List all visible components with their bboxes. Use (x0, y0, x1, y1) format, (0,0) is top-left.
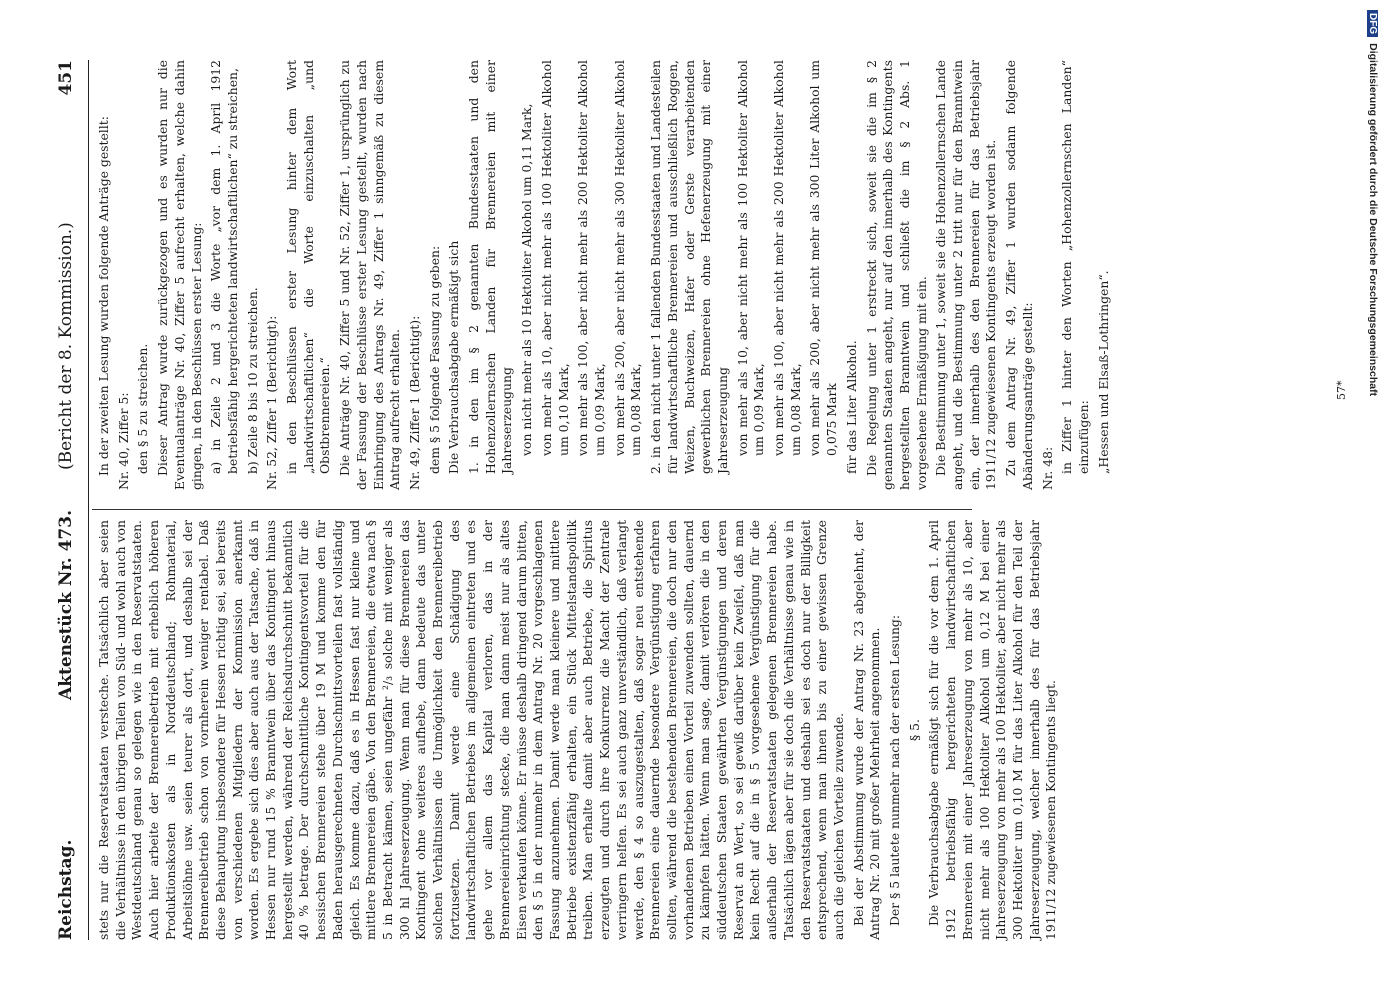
motion-label: Nr. 40, Ziffer 5: (115, 392, 131, 490)
list-item: von mehr als 10, aber nicht mehr als 100 Hektoliter Alkohol um 0,10 Mark, (538, 60, 571, 456)
paragraph: Die Bestimmung unter 1, soweit sie die Hohenzollernschen Lande angeht, und die Bestimmung unter 2 tritt nur für den Branntwein ein, der innerhalb des den Brennereien für das Betriebsjahr 1911/12 zugewiesenen Kontingents erzeugt worden ist. (933, 60, 999, 490)
paragraph: Der § 5 lautete nunmehr nach der ersten Lesung: (887, 614, 903, 926)
motion-label: Nr. 48: (1039, 446, 1055, 490)
list-item: von mehr als 10, aber nicht mehr als 100 Hektoliter Alkohol um 0,09 Mark, (734, 60, 767, 456)
section-heading: § 5. (906, 719, 922, 741)
list-item: 1. in den im § 2 genannten Bundesstaaten und den Hohenzollernschen Landen für Brennereien mit einer Jahreserzeugung (466, 60, 515, 474)
paragraph: den § 5 zu streichen. (135, 343, 151, 474)
right-column (96, 60, 1115, 490)
list-item: von mehr als 200, aber nicht mehr als 300 Hektoliter Alkohol um 0,08 Mark, (611, 60, 644, 456)
dfg-sidebar (1363, 10, 1379, 990)
paragraph: Die Verbrauchsabgabe ermäßigt sich (446, 240, 462, 474)
dfg-credit: Digitalisierung gefördert durch die Deutsche Forschungsgemeinschaft (1367, 43, 1379, 397)
paragraph: Die Verbrauchsabgabe ermäßigt sich für die vor dem 1. April 1912 betriebsfähig hergerichteten landwirtschaftlichen Brennereien mit einer Jahreserzeugung von mehr als 10, aber nicht mehr als 100 Hektoliter Alkohol um 0,12 M bei einer Jahreserzeugung von mehr als 100 Hektoliter, aber nicht mehr als 300 Hektoliter um 0,10 M für das Liter Alkohol für den Teil der Jahreserzeugung, welcher innerhalb des für das Betriebsjahr 1911/12 zugewiesenen Kontingents liegt. (926, 520, 1059, 940)
list-item: b) Zeile 8 bis 10 zu streichen. (244, 287, 260, 474)
left-column (96, 520, 1063, 940)
paragraph: für das Liter Alkohol. (843, 340, 859, 474)
list-item: von mehr als 200, aber nicht mehr als 300 Liter Alkohol um 0,075 Mark (807, 60, 840, 456)
paragraph: Die Regelung unter 1 erstreckt sich, soweit sie die im § 2 genannten Staaten angeht, nur auf den innerhalb des Kontingents hergestellten Branntwein und schließt die im § 2 Abs. 1 vorgesehene Ermäßigung mit ein. (863, 60, 929, 490)
paragraph: Dieser Antrag wurde zurückgezogen und es wurden nur die Eventualanträge Nr. 40, Ziffer 5 aufrecht erhalten, welche dahin gingen, in den Beschlüssen erster Lesung: (155, 60, 204, 490)
paragraph: „Hessen und Elsaß-Lothringen“. (1095, 270, 1111, 474)
list-item: von mehr als 100, aber nicht mehr als 200 Hektoliter Alkohol um 0,09 Mark, (575, 60, 607, 456)
page-header (48, 60, 89, 940)
paragraph: Bei der Abstimmung wurde der Antrag Nr. 23 abgelehnt, der Antrag Nr. 20 mit großer Mehrheit angenommen. (850, 520, 883, 940)
list-item: von nicht mehr als 10 Hektoliter Alkohol um 0,11 Mark, (519, 103, 535, 456)
column-divider (92, 509, 972, 510)
paragraph: stets nur die Reservatstaaten versteche. Tatsächlich aber seien die Verhältnisse in den übrigen Teilen von Süd- und wohl auch von Westdeutschland genau so gelegen wie in den Reservatstaaten. Auch hier arbeite der Brennereibetrieb mit erheblich höheren Produktionskosten als in Norddeutschland; Rohmaterial, Arbeitslöhne usw. seien teurer als dort, und deshalb sei der Brennereibetrieb schon von vornherein weniger rentabel. Daß diese Behauptung insbesondere für Hessen richtig sei, sei bereits von verschiedenen Mitgliedern der Kommission anerkannt worden. Es ergebe sich dies aber auch aus der Tatsache, daß in Hessen nur rund 15 % Branntwein über das Kontingent hinaus hergestellt werden, während der Reichsdurchschnitt bekanntlich 40 % betrage. Der durchschnittliche Kontingentsvorteil für die hessischen Brennereien stehe über 19 M und komme den für Baden herausgerechneten Durchschnittsvorteilen fast vollständig gleich. Es komme dazu, daß es in Hessen fast nur kleine und mittlere Brennereien gäbe. Von den Brennereien, die etwa nach § 5 in Betracht kämen, seien ungefähr ²/₃ solche mit weniger als 300 hl Jahreserzeugung. Wenn man für diese Brennereien das Kontingent ohne weiteres aufhebe, dann bedeute das unter solchen Verhältnissen die Unmöglichkeit den Brennereibetrieb fortzusetzen. Damit werde eine Schädigung des landwirtschaftlichen Betriebes im allgemeinen eintreten und es gehe vor allem das Kapital verloren, das in der Brennereieinrichtung stecke, die man dann meist nur als altes Eisen verkaufen könne. Er müsse deshalb dringend darum bitten, den § 5 in der nunmehr in dem Antrag Nr. 20 vorgeschlagenen Fassung anzunehmen. Damit werde man kleinere und mittlere Betriebe existenzfähig erhalten, ein Stück Mittelstandspolitik treiben. Man erhalte damit aber auch Betriebe, die Spiritus erzeugten und durch ihre Konkurrenz die Macht der Zentrale verringern helfen. Es sei auch ganz unverständlich, daß verlangt werde, den § 4 so auszugestalten, daß sogar neu entstehende Brennereien eine dauernde besondere Vergünstigung erfahren sollten, während die bestehenden Brennereien, die doch nur den vorhandenen Betrieben einen Vorteil zuwenden sollten, dauernd zu kämpfen hätten. Wenn man sage, damit verlören die in den süddeutschen Staaten gewährten Vergünstigungen und deren Reservat an Wert, so sei gewiß darüber kein Zweifel, daß man kein Recht auf die in § 5 vorgesehene Vergünstigung für die außerhalb der Reservatstaaten gelegenen Brennereien habe. Tatsächlich lägen aber für sie doch die Verhältnisse genau wie in den Reservatstaaten und deshalb sei es doch nur der Billigkeit entsprechend, wenn man ihnen bis zu einer gewissen Grenze auch die gleichen Vorteile zuwende. (96, 520, 846, 940)
list-item: a) in Zeile 2 und 3 die Worte „vor dem 1. April 1912 betriebsfähig hergerichteten landwirtschaftlichen“ zu streichen, (208, 60, 240, 474)
header-reichstag: Reichstag. (56, 839, 76, 940)
motion-label: Nr. 49, Ziffer 1 (Berichtigt): (406, 315, 422, 490)
paragraph: dem § 5 folgende Fassung zu geben: (426, 245, 442, 474)
header-aktenstueck: Aktenstück Nr. 473. (56, 509, 76, 700)
paragraph: In der zweiten Lesung wurden folgende Anträge gestellt: (96, 116, 111, 476)
paragraph: Zu dem Antrag Nr. 49, Ziffer 1 wurden sodann folgende Abänderungsanträge gestellt: (1003, 60, 1035, 490)
dfg-badge: DFG (1367, 10, 1378, 37)
signature-mark: 57* (1335, 380, 1348, 400)
motion-label: Nr. 52, Ziffer 1 (Berichtigt): (264, 315, 280, 490)
list-item: von mehr als 100, aber nicht mehr als 200 Hektoliter Alkohol um 0,08 Mark, (771, 60, 803, 456)
page-number: 451 (56, 60, 76, 96)
header-bericht: (Bericht der 8. Kommission.) (56, 222, 76, 470)
paragraph: in den Beschlüssen erster Lesung hinter dem Wort „landwirtschaftlichen“ die Worte einzuschalten „und Obstbrennereien.“ (284, 60, 333, 474)
list-item: 2. in den nicht unter 1 fallenden Bundesstaaten und Landesteilen für landwirtschaftliche Brennereien und ausschließlich Roggen, Weizen, Buchweizen, Hafer oder Gerste verarbeitenden gewerblichen Brennereien ohne Hefenerzeugung mit einer Jahreserzeugung (648, 60, 730, 474)
paragraph: Die Anträge Nr. 40, Ziffer 5 und Nr. 52, Ziffer 1, ursprünglich zu der Fassung der Beschlüsse erster Lesung gestellt, wurden nach Einbringung des Antrags Nr. 49, Ziffer 1 sinngemäß zu diesem Antrag aufrecht erhalten. (337, 60, 403, 490)
paragraph: in Ziffer 1 hinter den Worten „Hohenzollernschen Landen“ einzufügen: (1059, 60, 1091, 474)
